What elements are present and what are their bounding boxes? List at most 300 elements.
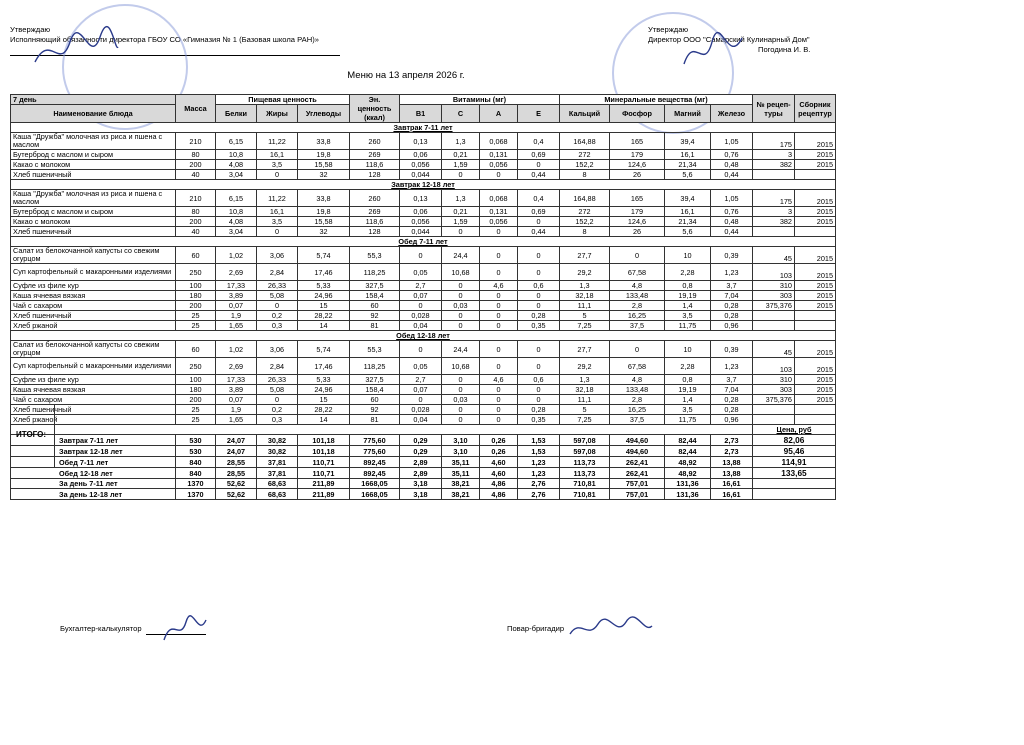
recipe-collection: [795, 311, 836, 321]
total-cell: 262,41: [610, 468, 665, 479]
cell: 272: [560, 207, 610, 217]
cell: 1,3: [560, 375, 610, 385]
section-header-row: [11, 331, 836, 341]
signature-cook: [566, 614, 656, 644]
cell: 124,6: [610, 217, 665, 227]
total-row: [11, 489, 836, 499]
cell: 25: [176, 415, 216, 425]
cell: 19,19: [665, 385, 711, 395]
total-cell: 28,55: [216, 457, 257, 468]
cell: 200: [176, 301, 216, 311]
cell: 40: [176, 170, 216, 180]
cell: 0,21: [442, 207, 480, 217]
cell: 2,7: [400, 375, 442, 385]
recipe-collection: 2015: [795, 385, 836, 395]
section-title: Завтрак 7-11 лет: [11, 123, 836, 133]
col-b1: В1: [400, 105, 442, 123]
cell: 1,4: [665, 395, 711, 405]
total-cell: 1668,05: [350, 489, 400, 499]
approver-left: Исполняющий обязанности директора ГБОУ СО «Гимназия № 1 (Базовая школа РАН)»: [10, 35, 319, 44]
recipe-number: 45: [753, 341, 795, 358]
cell: 15: [298, 395, 350, 405]
cell: 32: [298, 170, 350, 180]
cell: 0: [518, 358, 560, 375]
recipe-collection: [795, 405, 836, 415]
cell: 0: [480, 264, 518, 281]
cell: 269: [350, 150, 400, 160]
dish-name: Хлеб ржаной: [11, 415, 176, 425]
cell: 0: [442, 170, 480, 180]
cell: 0,03: [442, 395, 480, 405]
table-body: [11, 123, 836, 500]
cell: 55,3: [350, 247, 400, 264]
cell: 0,69: [518, 150, 560, 160]
cell: 32,18: [560, 385, 610, 395]
cell: 28,22: [298, 311, 350, 321]
cell: 327,5: [350, 375, 400, 385]
cell: 3,06: [257, 341, 298, 358]
total-cell: 757,01: [610, 489, 665, 499]
section-title: Обед 7-11 лет: [11, 237, 836, 247]
cell: 0: [610, 341, 665, 358]
cell: 27,7: [560, 247, 610, 264]
header-left: [10, 25, 319, 45]
total-cell: 530: [176, 435, 216, 446]
total-cell: 52,62: [216, 489, 257, 499]
dish-name: Хлеб пшеничный: [11, 405, 176, 415]
table-row: [11, 160, 836, 170]
col-carbs: Углеводы: [298, 105, 350, 123]
section-header-row: [11, 237, 836, 247]
cell: 0: [257, 301, 298, 311]
total-cell: 48,92: [665, 468, 711, 479]
cell: 0,06: [400, 207, 442, 217]
cell: 0,28: [711, 311, 753, 321]
cell: 179: [610, 150, 665, 160]
cell: 0,06: [400, 150, 442, 160]
section-header-row: [11, 123, 836, 133]
table-row: [11, 341, 836, 358]
cell: 5,74: [298, 247, 350, 264]
total-cell: 1370: [176, 489, 216, 499]
cell: 0,131: [480, 150, 518, 160]
cell: 0,13: [400, 133, 442, 150]
cell: 19,8: [298, 150, 350, 160]
total-cell: 1,23: [518, 468, 560, 479]
table-row: [11, 264, 836, 281]
dish-name: Салат из белокочанной капусты со свежим огурцом: [11, 341, 176, 358]
cell: 80: [176, 150, 216, 160]
cell: 24,4: [442, 341, 480, 358]
cell: 0: [518, 217, 560, 227]
cell: 80: [176, 207, 216, 217]
cell: 0,8: [665, 281, 711, 291]
cell: 16,1: [257, 150, 298, 160]
table-row: [11, 207, 836, 217]
recipe-number: 382: [753, 160, 795, 170]
table-row: [11, 247, 836, 264]
signature-accountant: [160, 612, 210, 648]
total-cell: 892,45: [350, 457, 400, 468]
cell: 21,34: [665, 217, 711, 227]
table-row: [11, 321, 836, 331]
section-title: Завтрак 12-18 лет: [11, 180, 836, 190]
cell: 3,89: [216, 291, 257, 301]
total-cell: 0,26: [480, 435, 518, 446]
recipe-collection: [795, 227, 836, 237]
total-cell: 892,45: [350, 468, 400, 479]
cell: 3,5: [665, 311, 711, 321]
total-cell: 131,36: [665, 479, 711, 489]
cell: 0,3: [257, 321, 298, 331]
cell: 55,3: [350, 341, 400, 358]
cell: 0: [480, 170, 518, 180]
cell: 3,89: [216, 385, 257, 395]
cell: 118,6: [350, 217, 400, 227]
cell: 5,6: [665, 170, 711, 180]
total-cell: 68,63: [257, 479, 298, 489]
col-p: Фосфор: [610, 105, 665, 123]
dish-name: Суфле из филе кур: [11, 281, 176, 291]
cell: 29,2: [560, 358, 610, 375]
cell: 128: [350, 227, 400, 237]
total-cell: 2,76: [518, 489, 560, 499]
total-cell: 35,11: [442, 468, 480, 479]
cell: 0,44: [711, 227, 753, 237]
cell: 0: [480, 321, 518, 331]
cell: 0,76: [711, 207, 753, 217]
cell: 67,58: [610, 358, 665, 375]
recipe-number: [753, 227, 795, 237]
cell: 1,05: [711, 190, 753, 207]
price-value: 82,06: [753, 435, 836, 446]
cell: 16,1: [665, 207, 711, 217]
cell: 67,58: [610, 264, 665, 281]
cell: 164,88: [560, 133, 610, 150]
col-recipe-no: № рецеп-туры: [753, 95, 795, 123]
total-cell: 113,73: [560, 468, 610, 479]
cell: 0,05: [400, 264, 442, 281]
cell: 0: [610, 247, 665, 264]
cell: 0: [518, 247, 560, 264]
total-label: Завтрак 7-11 лет: [11, 435, 176, 446]
cell: 0: [518, 301, 560, 311]
cell: 0: [442, 385, 480, 395]
cell: 92: [350, 405, 400, 415]
recipe-number: 310: [753, 375, 795, 385]
col-a: А: [480, 105, 518, 123]
total-cell: 82,44: [665, 435, 711, 446]
cell: 2,69: [216, 358, 257, 375]
total-cell: 1370: [176, 479, 216, 489]
cell: 0: [518, 385, 560, 395]
cell: 8: [560, 227, 610, 237]
cell: 0,69: [518, 207, 560, 217]
cell: 19,19: [665, 291, 711, 301]
cell: 0: [400, 341, 442, 358]
total-cell: 1,53: [518, 435, 560, 446]
cell: 0,07: [400, 291, 442, 301]
cell: 24,96: [298, 385, 350, 395]
cell: 0,6: [518, 375, 560, 385]
total-cell: 211,89: [298, 489, 350, 499]
total-cell: 262,41: [610, 457, 665, 468]
cell: 7,04: [711, 385, 753, 395]
total-cell: 48,92: [665, 457, 711, 468]
dish-name: Чай с сахаром: [11, 301, 176, 311]
cell: 3,5: [257, 217, 298, 227]
cell: 165: [610, 133, 665, 150]
cell: 4,6: [480, 375, 518, 385]
cell: 1,02: [216, 247, 257, 264]
cell: 250: [176, 358, 216, 375]
table-row: [11, 291, 836, 301]
cell: 0: [480, 247, 518, 264]
cell: 10,68: [442, 358, 480, 375]
cell: 10,8: [216, 150, 257, 160]
total-cell: 3,10: [442, 435, 480, 446]
total-row: [11, 446, 836, 457]
col-group-nutrition: Пищевая ценность: [216, 95, 350, 105]
cell: 0: [442, 375, 480, 385]
recipe-number: [753, 405, 795, 415]
price-header-row: [11, 425, 836, 435]
cell: 1,9: [216, 311, 257, 321]
cell: 17,33: [216, 375, 257, 385]
table-row: [11, 301, 836, 311]
dish-name: Каша "Дружба" молочная из риса и пшена с маслом: [11, 190, 176, 207]
cell: 4,8: [610, 281, 665, 291]
dish-name: Салат из белокочанной капусты со свежим огурцом: [11, 247, 176, 264]
cell: 0,76: [711, 150, 753, 160]
cell: 1,59: [442, 217, 480, 227]
cell: 200: [176, 217, 216, 227]
cell: 0,044: [400, 227, 442, 237]
col-fats: Жиры: [257, 105, 298, 123]
col-mass: Масса: [176, 95, 216, 123]
cell: 5,08: [257, 385, 298, 395]
recipe-number: 103: [753, 358, 795, 375]
cell: 327,5: [350, 281, 400, 291]
cell: 16,25: [610, 405, 665, 415]
total-cell: 3,18: [400, 479, 442, 489]
total-cell: 4,86: [480, 489, 518, 499]
cell: 0: [400, 247, 442, 264]
cell: 179: [610, 207, 665, 217]
total-cell: 3,18: [400, 489, 442, 499]
table-row: [11, 395, 836, 405]
cell: 0,13: [400, 190, 442, 207]
dish-name: Хлеб пшеничный: [11, 170, 176, 180]
cell: 0: [518, 160, 560, 170]
cell: 0: [480, 395, 518, 405]
signature-line-left: [10, 55, 340, 56]
cell: 0,056: [400, 160, 442, 170]
cell: 25: [176, 405, 216, 415]
cell: 118,25: [350, 264, 400, 281]
cell: 210: [176, 133, 216, 150]
cell: 4,08: [216, 217, 257, 227]
cell: 0: [400, 301, 442, 311]
total-cell: 211,89: [298, 479, 350, 489]
cell: 0,44: [518, 227, 560, 237]
cell: 10,68: [442, 264, 480, 281]
recipe-number: 303: [753, 385, 795, 395]
cell: 16,25: [610, 311, 665, 321]
cell: 21,34: [665, 160, 711, 170]
cell: 0: [442, 227, 480, 237]
recipe-number: 175: [753, 190, 795, 207]
page-title: Меню на 13 апреля 2026 г.: [347, 70, 465, 81]
dish-name: Суп картофельный с макаронными изделиями: [11, 264, 176, 281]
cell: 180: [176, 385, 216, 395]
approver-right: Директор ООО "Самарский Кулинарный Дом": [648, 35, 810, 44]
recipe-number: 103: [753, 264, 795, 281]
cell: 0: [442, 311, 480, 321]
total-cell: 38,21: [442, 489, 480, 499]
cell: 0,21: [442, 150, 480, 160]
recipe-collection: [795, 170, 836, 180]
cell: 0,04: [400, 321, 442, 331]
cell: 3,04: [216, 170, 257, 180]
cell: 5,33: [298, 375, 350, 385]
cell: 0: [480, 341, 518, 358]
cell: 81: [350, 415, 400, 425]
cook-label: Повар-бригадир: [507, 624, 565, 633]
cell: 1,05: [711, 133, 753, 150]
cell: 2,8: [610, 395, 665, 405]
dish-name: Какао с молоком: [11, 160, 176, 170]
table-row: [11, 190, 836, 207]
cell: 17,46: [298, 358, 350, 375]
price-value: [753, 479, 836, 489]
cell: 32: [298, 227, 350, 237]
cell: 158,4: [350, 385, 400, 395]
cell: 1,3: [442, 133, 480, 150]
recipe-collection: 2015: [795, 341, 836, 358]
cell: 29,2: [560, 264, 610, 281]
cell: 210: [176, 190, 216, 207]
price-header: Цена, руб: [753, 425, 836, 435]
cell: 7,04: [711, 291, 753, 301]
cell: 0: [257, 395, 298, 405]
cell: 164,88: [560, 190, 610, 207]
cell: 24,96: [298, 291, 350, 301]
cell: 1,9: [216, 405, 257, 415]
cell: 11,1: [560, 395, 610, 405]
cell: 0,131: [480, 207, 518, 217]
recipe-number: 310: [753, 281, 795, 291]
total-cell: 0,29: [400, 446, 442, 457]
cell: 1,65: [216, 415, 257, 425]
cell: 0,4: [518, 190, 560, 207]
cell: 10,8: [216, 207, 257, 217]
cell: 0,28: [518, 405, 560, 415]
cell: 60: [176, 341, 216, 358]
recipe-number: 175: [753, 133, 795, 150]
recipe-collection: 2015: [795, 150, 836, 160]
cell: 17,46: [298, 264, 350, 281]
cell: 272: [560, 150, 610, 160]
total-row: [11, 479, 836, 489]
dish-name: Хлеб пшеничный: [11, 311, 176, 321]
dish-name: Бутерброд с маслом и сыром: [11, 150, 176, 160]
cell: 4,08: [216, 160, 257, 170]
table-row: [11, 217, 836, 227]
recipe-number: 45: [753, 247, 795, 264]
total-cell: 530: [176, 446, 216, 457]
cell: 60: [350, 395, 400, 405]
recipe-collection: 2015: [795, 160, 836, 170]
col-fe: Железо: [711, 105, 753, 123]
total-cell: 4,86: [480, 479, 518, 489]
total-row: [11, 468, 836, 479]
cell: 0: [480, 358, 518, 375]
cell: 1,59: [442, 160, 480, 170]
cell: 37,5: [610, 321, 665, 331]
cell: 15,58: [298, 217, 350, 227]
cell: 0: [518, 395, 560, 405]
cell: 2,69: [216, 264, 257, 281]
total-cell: 131,36: [665, 489, 711, 499]
total-cell: 775,60: [350, 446, 400, 457]
total-cell: 13,88: [711, 457, 753, 468]
recipe-collection: [795, 321, 836, 331]
cell: 2,7: [400, 281, 442, 291]
cell: 0,07: [400, 385, 442, 395]
accountant-signature-line: [146, 634, 206, 635]
cell: 11,75: [665, 415, 711, 425]
total-cell: 110,71: [298, 468, 350, 479]
cell: 260: [350, 190, 400, 207]
cell: 2,84: [257, 264, 298, 281]
total-cell: 1,53: [518, 446, 560, 457]
table-head: [11, 95, 836, 123]
menu-table: [10, 94, 836, 500]
cell: 10: [665, 341, 711, 358]
cell: 2,28: [665, 358, 711, 375]
total-cell: 82,44: [665, 446, 711, 457]
cell: 128: [350, 170, 400, 180]
total-cell: 597,08: [560, 435, 610, 446]
total-cell: 113,73: [560, 457, 610, 468]
recipe-collection: [795, 415, 836, 425]
recipe-collection: 2015: [795, 301, 836, 311]
cell: 11,75: [665, 321, 711, 331]
cell: 0,4: [518, 133, 560, 150]
total-cell: 30,82: [257, 446, 298, 457]
dish-name: Суфле из филе кур: [11, 375, 176, 385]
dish-name: Чай с сахаром: [11, 395, 176, 405]
recipe-collection: 2015: [795, 281, 836, 291]
price-value: [753, 489, 836, 499]
recipe-number: [753, 170, 795, 180]
cell: 3,06: [257, 247, 298, 264]
total-cell: 24,07: [216, 446, 257, 457]
total-label: Обед 12-18 лет: [11, 468, 176, 479]
cell: 200: [176, 160, 216, 170]
cell: 1,3: [560, 281, 610, 291]
cell: 0,96: [711, 415, 753, 425]
cell: 3,7: [711, 281, 753, 291]
table-row: [11, 281, 836, 291]
cell: 0: [480, 415, 518, 425]
header-right: [648, 25, 810, 55]
cell: 7,25: [560, 321, 610, 331]
total-row: [11, 457, 836, 468]
cell: 39,4: [665, 133, 711, 150]
total-label: Обед 7-11 лет: [11, 457, 176, 468]
